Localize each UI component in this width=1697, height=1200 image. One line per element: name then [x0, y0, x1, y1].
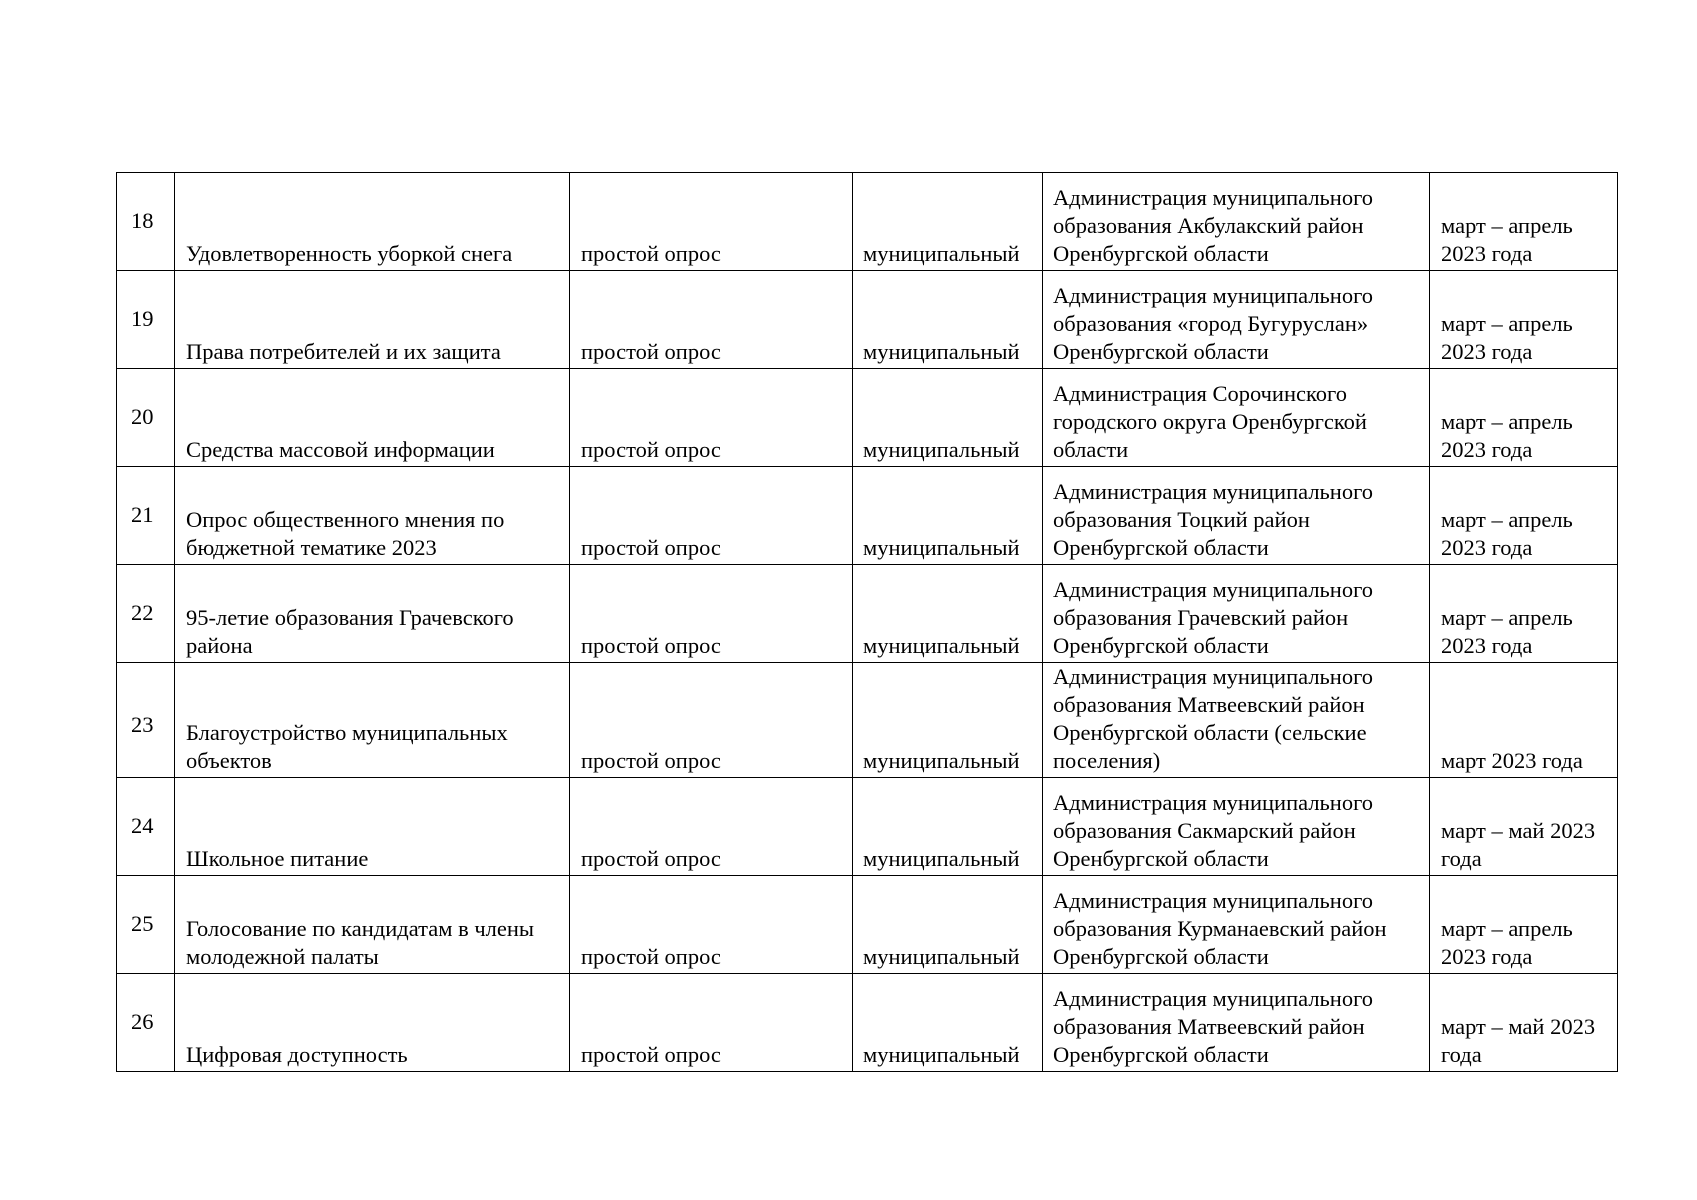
survey-period: март – апрель 2023 года [1430, 271, 1618, 369]
survey-topic: 95-летие образования Грачевского района [175, 565, 570, 663]
survey-type: простой опрос [570, 467, 853, 565]
table-row [117, 778, 1618, 876]
survey-period: март – апрель 2023 года [1430, 369, 1618, 467]
table-row [117, 565, 1618, 663]
row-number: 23 [117, 663, 175, 778]
survey-topic: Благоустройство муниципальных объектов [175, 663, 570, 778]
survey-topic: Права потребителей и их защита [175, 271, 570, 369]
survey-type: простой опрос [570, 876, 853, 974]
row-number: 26 [117, 974, 175, 1072]
survey-level: муниципальный [853, 663, 1043, 778]
survey-level: муниципальный [853, 467, 1043, 565]
table-row [117, 271, 1618, 369]
responsible-organization: Администрация муниципального образования Матвеевский район Оренбургской области [1043, 974, 1430, 1072]
survey-plan-table [116, 172, 1618, 1072]
survey-type: простой опрос [570, 565, 853, 663]
table-row [117, 467, 1618, 565]
survey-period: март – апрель 2023 года [1430, 876, 1618, 974]
survey-topic: Цифровая доступность [175, 974, 570, 1072]
survey-type: простой опрос [570, 974, 853, 1072]
survey-topic: Средства массовой информации [175, 369, 570, 467]
survey-level: муниципальный [853, 173, 1043, 271]
row-number: 18 [117, 173, 175, 271]
responsible-organization: Администрация муниципального образования Курманаевский район Оренбургской области [1043, 876, 1430, 974]
responsible-organization: Администрация муниципального образования Матвеевский район Оренбургской области (сельские поселения) [1043, 663, 1430, 778]
survey-type: простой опрос [570, 173, 853, 271]
survey-level: муниципальный [853, 369, 1043, 467]
survey-period: март – май 2023 года [1430, 778, 1618, 876]
responsible-organization: Администрация муниципального образования «город Бугуруслан» Оренбургской области [1043, 271, 1430, 369]
row-number: 25 [117, 876, 175, 974]
survey-level: муниципальный [853, 974, 1043, 1072]
row-number: 20 [117, 369, 175, 467]
survey-topic: Школьное питание [175, 778, 570, 876]
table-row [117, 369, 1618, 467]
responsible-organization: Администрация муниципального образования Сакмарский район Оренбургской области [1043, 778, 1430, 876]
survey-type: простой опрос [570, 271, 853, 369]
table-row [117, 663, 1618, 778]
survey-type: простой опрос [570, 778, 853, 876]
survey-period: март – апрель 2023 года [1430, 173, 1618, 271]
survey-level: муниципальный [853, 778, 1043, 876]
survey-period: март 2023 года [1430, 663, 1618, 778]
survey-topic: Опрос общественного мнения по бюджетной тематике 2023 [175, 467, 570, 565]
survey-topic: Удовлетворенность уборкой снега [175, 173, 570, 271]
survey-period: март – апрель 2023 года [1430, 467, 1618, 565]
row-number: 21 [117, 467, 175, 565]
responsible-organization: Администрация муниципального образования Акбулакский район Оренбургской области [1043, 173, 1430, 271]
table-row [117, 876, 1618, 974]
row-number: 19 [117, 271, 175, 369]
survey-period: март – апрель 2023 года [1430, 565, 1618, 663]
survey-topic: Голосование по кандидатам в члены молодежной палаты [175, 876, 570, 974]
row-number: 22 [117, 565, 175, 663]
survey-level: муниципальный [853, 876, 1043, 974]
responsible-organization: Администрация муниципального образования Тоцкий район Оренбургской области [1043, 467, 1430, 565]
table-row [117, 173, 1618, 271]
survey-type: простой опрос [570, 369, 853, 467]
survey-period: март – май 2023 года [1430, 974, 1618, 1072]
survey-level: муниципальный [853, 271, 1043, 369]
responsible-organization: Администрация муниципального образования Грачевский район Оренбургской области [1043, 565, 1430, 663]
survey-type: простой опрос [570, 663, 853, 778]
survey-level: муниципальный [853, 565, 1043, 663]
table-row [117, 974, 1618, 1072]
row-number: 24 [117, 778, 175, 876]
responsible-organization: Администрация Сорочинского городского округа Оренбургской области [1043, 369, 1430, 467]
